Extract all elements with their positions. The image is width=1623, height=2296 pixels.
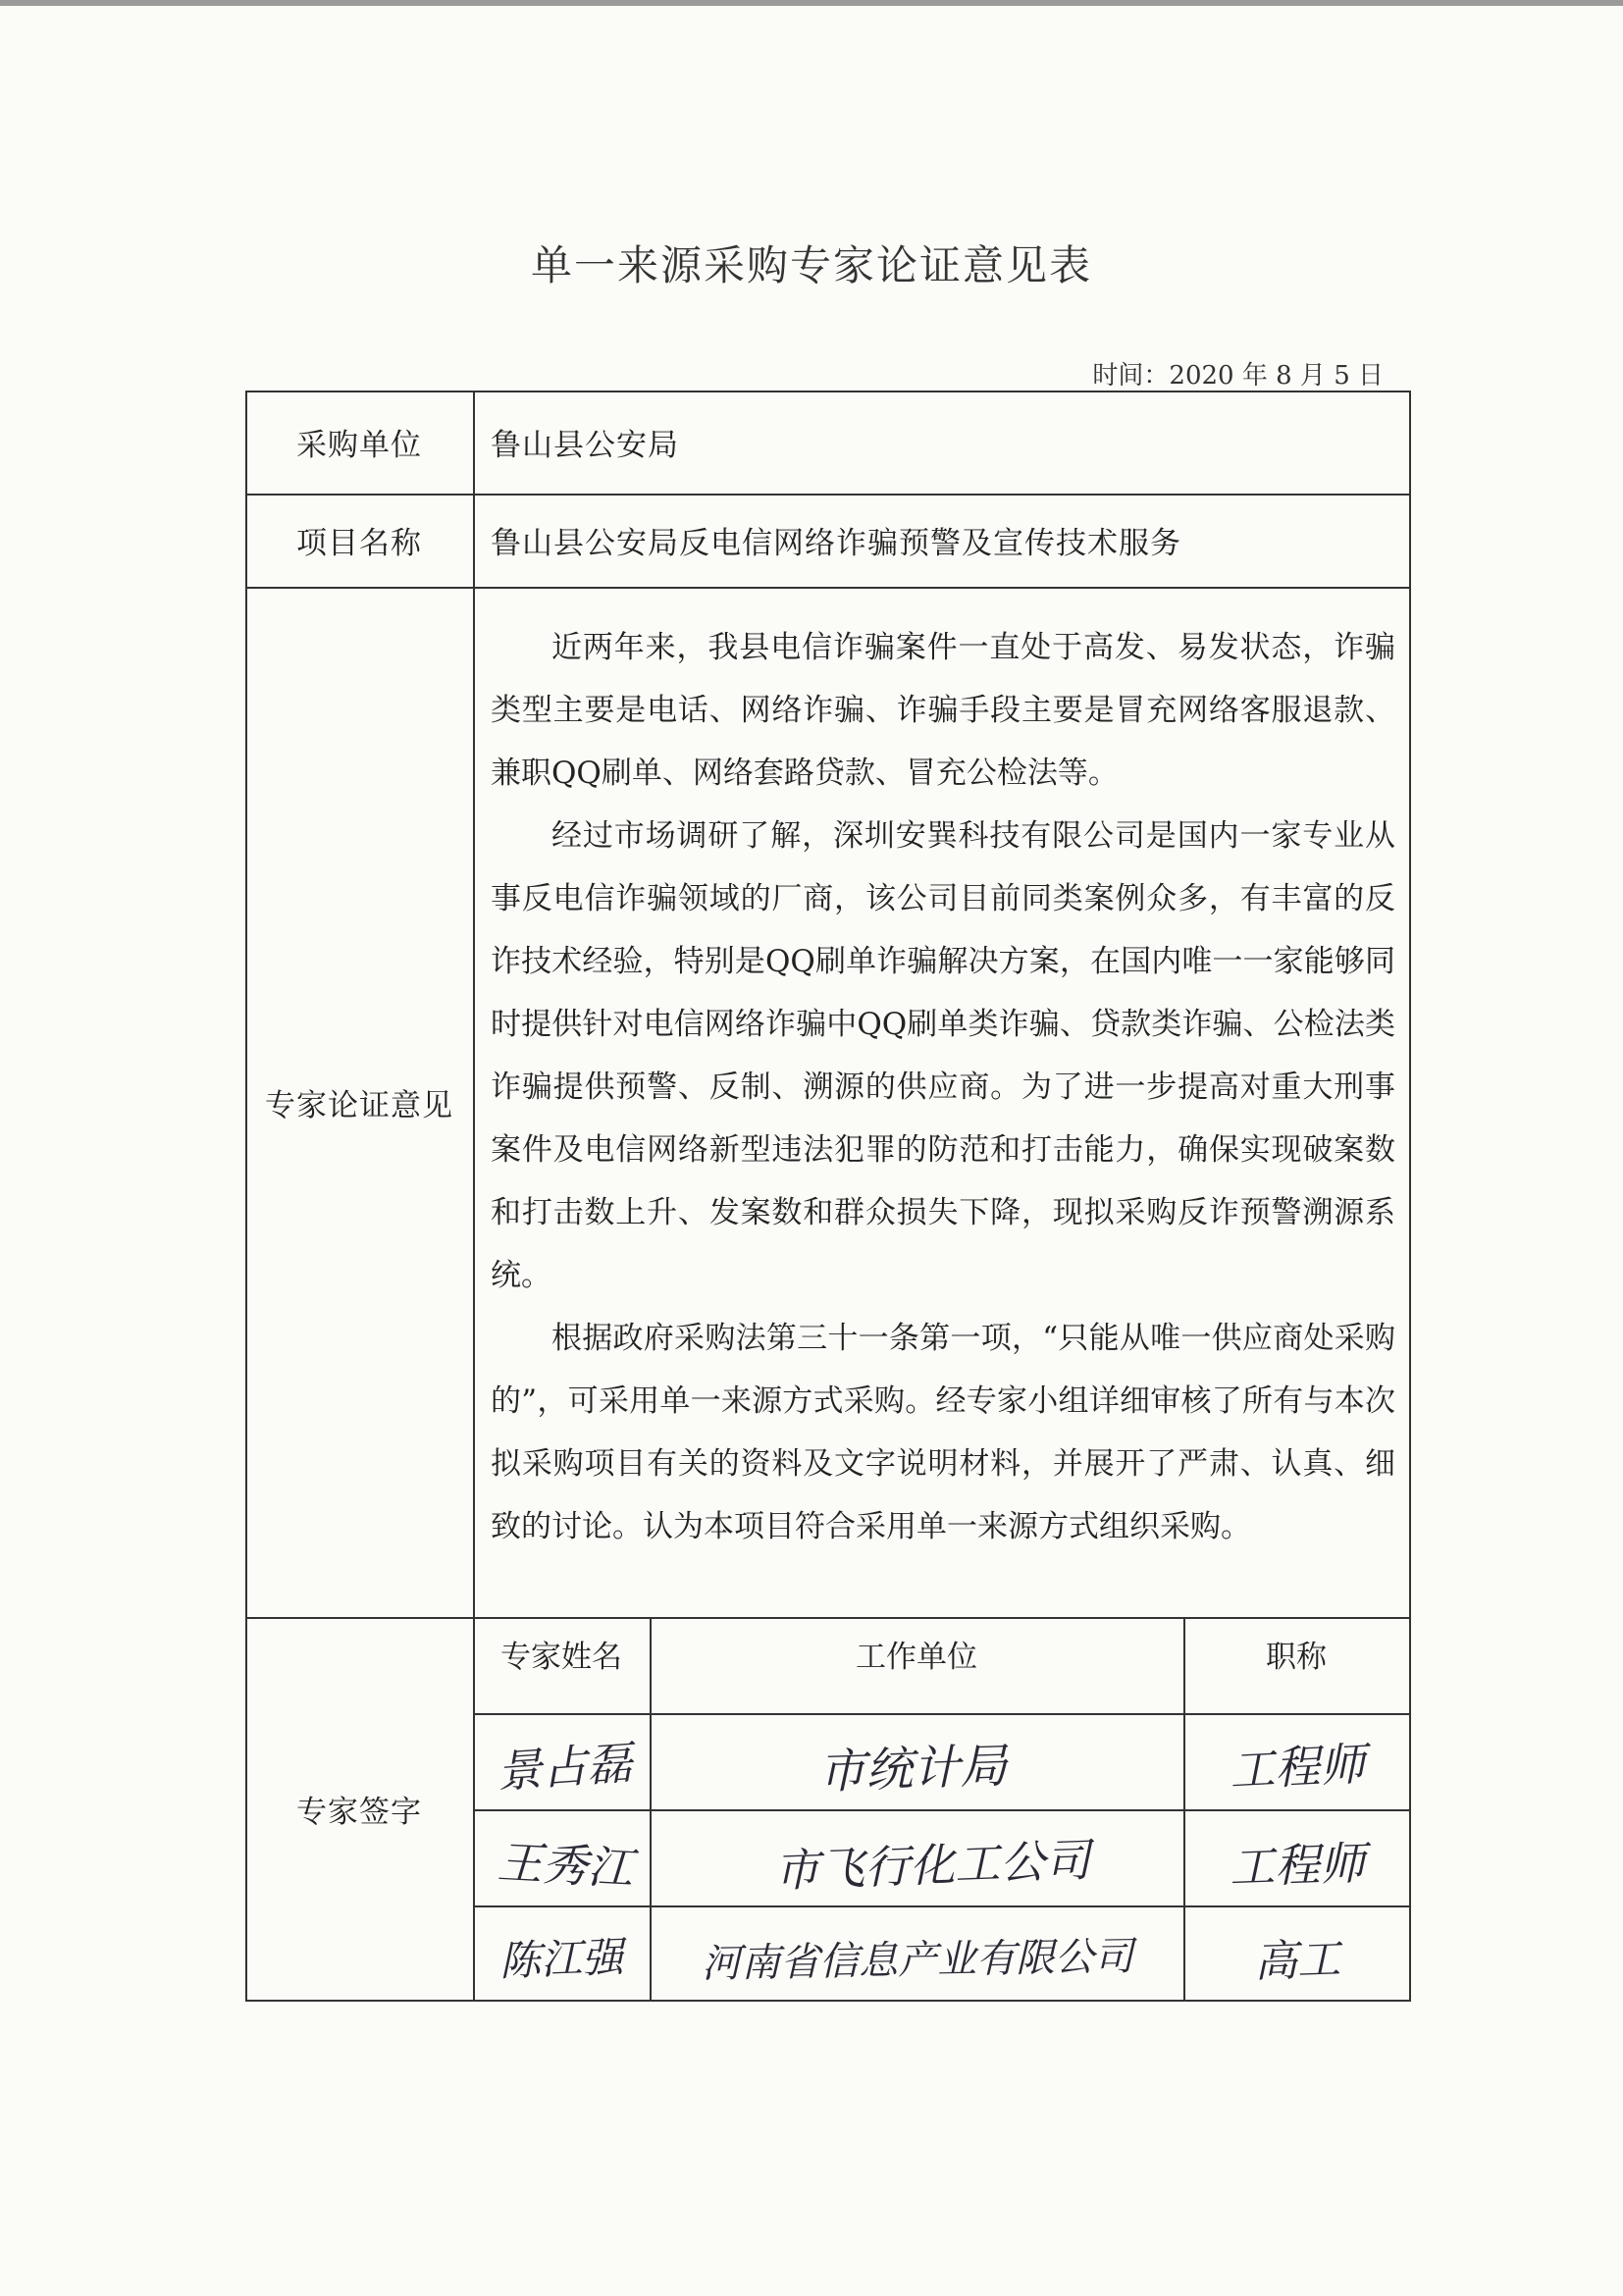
- unit-label: 采购单位: [296, 428, 422, 463]
- signature-title: 工程师: [1228, 1737, 1367, 1798]
- document-date: 时间：2020 年 8 月 5 日: [1092, 361, 1384, 391]
- signature-name: 陈江强: [498, 1932, 624, 1986]
- opinion-paragraph: 经过市场调研了解，深圳安巽科技有限公司是国内一家专业从事反电信诈骗领域的厂商，该公司目前同类案例众多，有丰富的反诈技术经验，特别是QQ刷单诈骗解决方案，在国内唯一一家能够同时提供针对电信网络诈骗中QQ刷单类诈骗、贷款类诈骗、公检法类诈骗提供预警、反制、溯源的供应商。为了进一步提高对重大刑事案件及电信网络新型违法犯罪的防范和打击能力，确保实现破案数和打击数上升、发案数和群众损失下降，现拟采购反诈预警溯源系统。: [491, 818, 1395, 1293]
- table-line: [1409, 391, 1411, 2002]
- form-table: [245, 391, 1411, 2002]
- signature-title: 高工: [1253, 1934, 1342, 1988]
- signature-name: 王秀江: [496, 1835, 635, 1896]
- header-name: 专家姓名: [500, 1639, 622, 1675]
- opinion-paragraph: 近两年来，我县电信诈骗案件一直处于高发、易发状态，诈骗类型主要是电话、网络诈骗、诈骗手段主要是冒充网络客服退款、兼职QQ刷单、网络套路贷款、冒充公检法等。: [491, 630, 1395, 791]
- document-title: 单一来源采购专家论证意见表: [530, 241, 1092, 289]
- signature-unit: 市统计局: [817, 1738, 1009, 1800]
- signature-label: 专家签字: [296, 1794, 422, 1830]
- project-value: 鲁山县公安局反电信网络诈骗预警及宣传技术服务: [491, 526, 1181, 561]
- opinion-text: [491, 616, 1395, 1558]
- signature-name: 景占磊: [495, 1736, 634, 1799]
- scan-top-edge: [0, 0, 1623, 6]
- opinion-label: 专家论证意见: [265, 1087, 453, 1123]
- signature-unit: 河南省信息产业有限公司: [701, 1933, 1134, 1987]
- header-title: 职称: [1266, 1639, 1327, 1675]
- unit-value: 鲁山县公安局: [491, 428, 679, 463]
- header-unit: 工作单位: [856, 1639, 977, 1675]
- project-label: 项目名称: [296, 526, 422, 561]
- signature-title: 工程师: [1229, 1836, 1367, 1895]
- signature-unit: 市飞行化工公司: [773, 1833, 1091, 1898]
- opinion-paragraph: 根据政府采购法第三十一条第一项，“只能从唯一供应商处采购的”，可采用单一来源方式采购。经专家小组详细审核了所有与本次拟采购项目有关的资料及文字说明材料，并展开了严肃、认真、细致的讨论。认为本项目符合采用单一来源方式组织采购。: [491, 1321, 1395, 1544]
